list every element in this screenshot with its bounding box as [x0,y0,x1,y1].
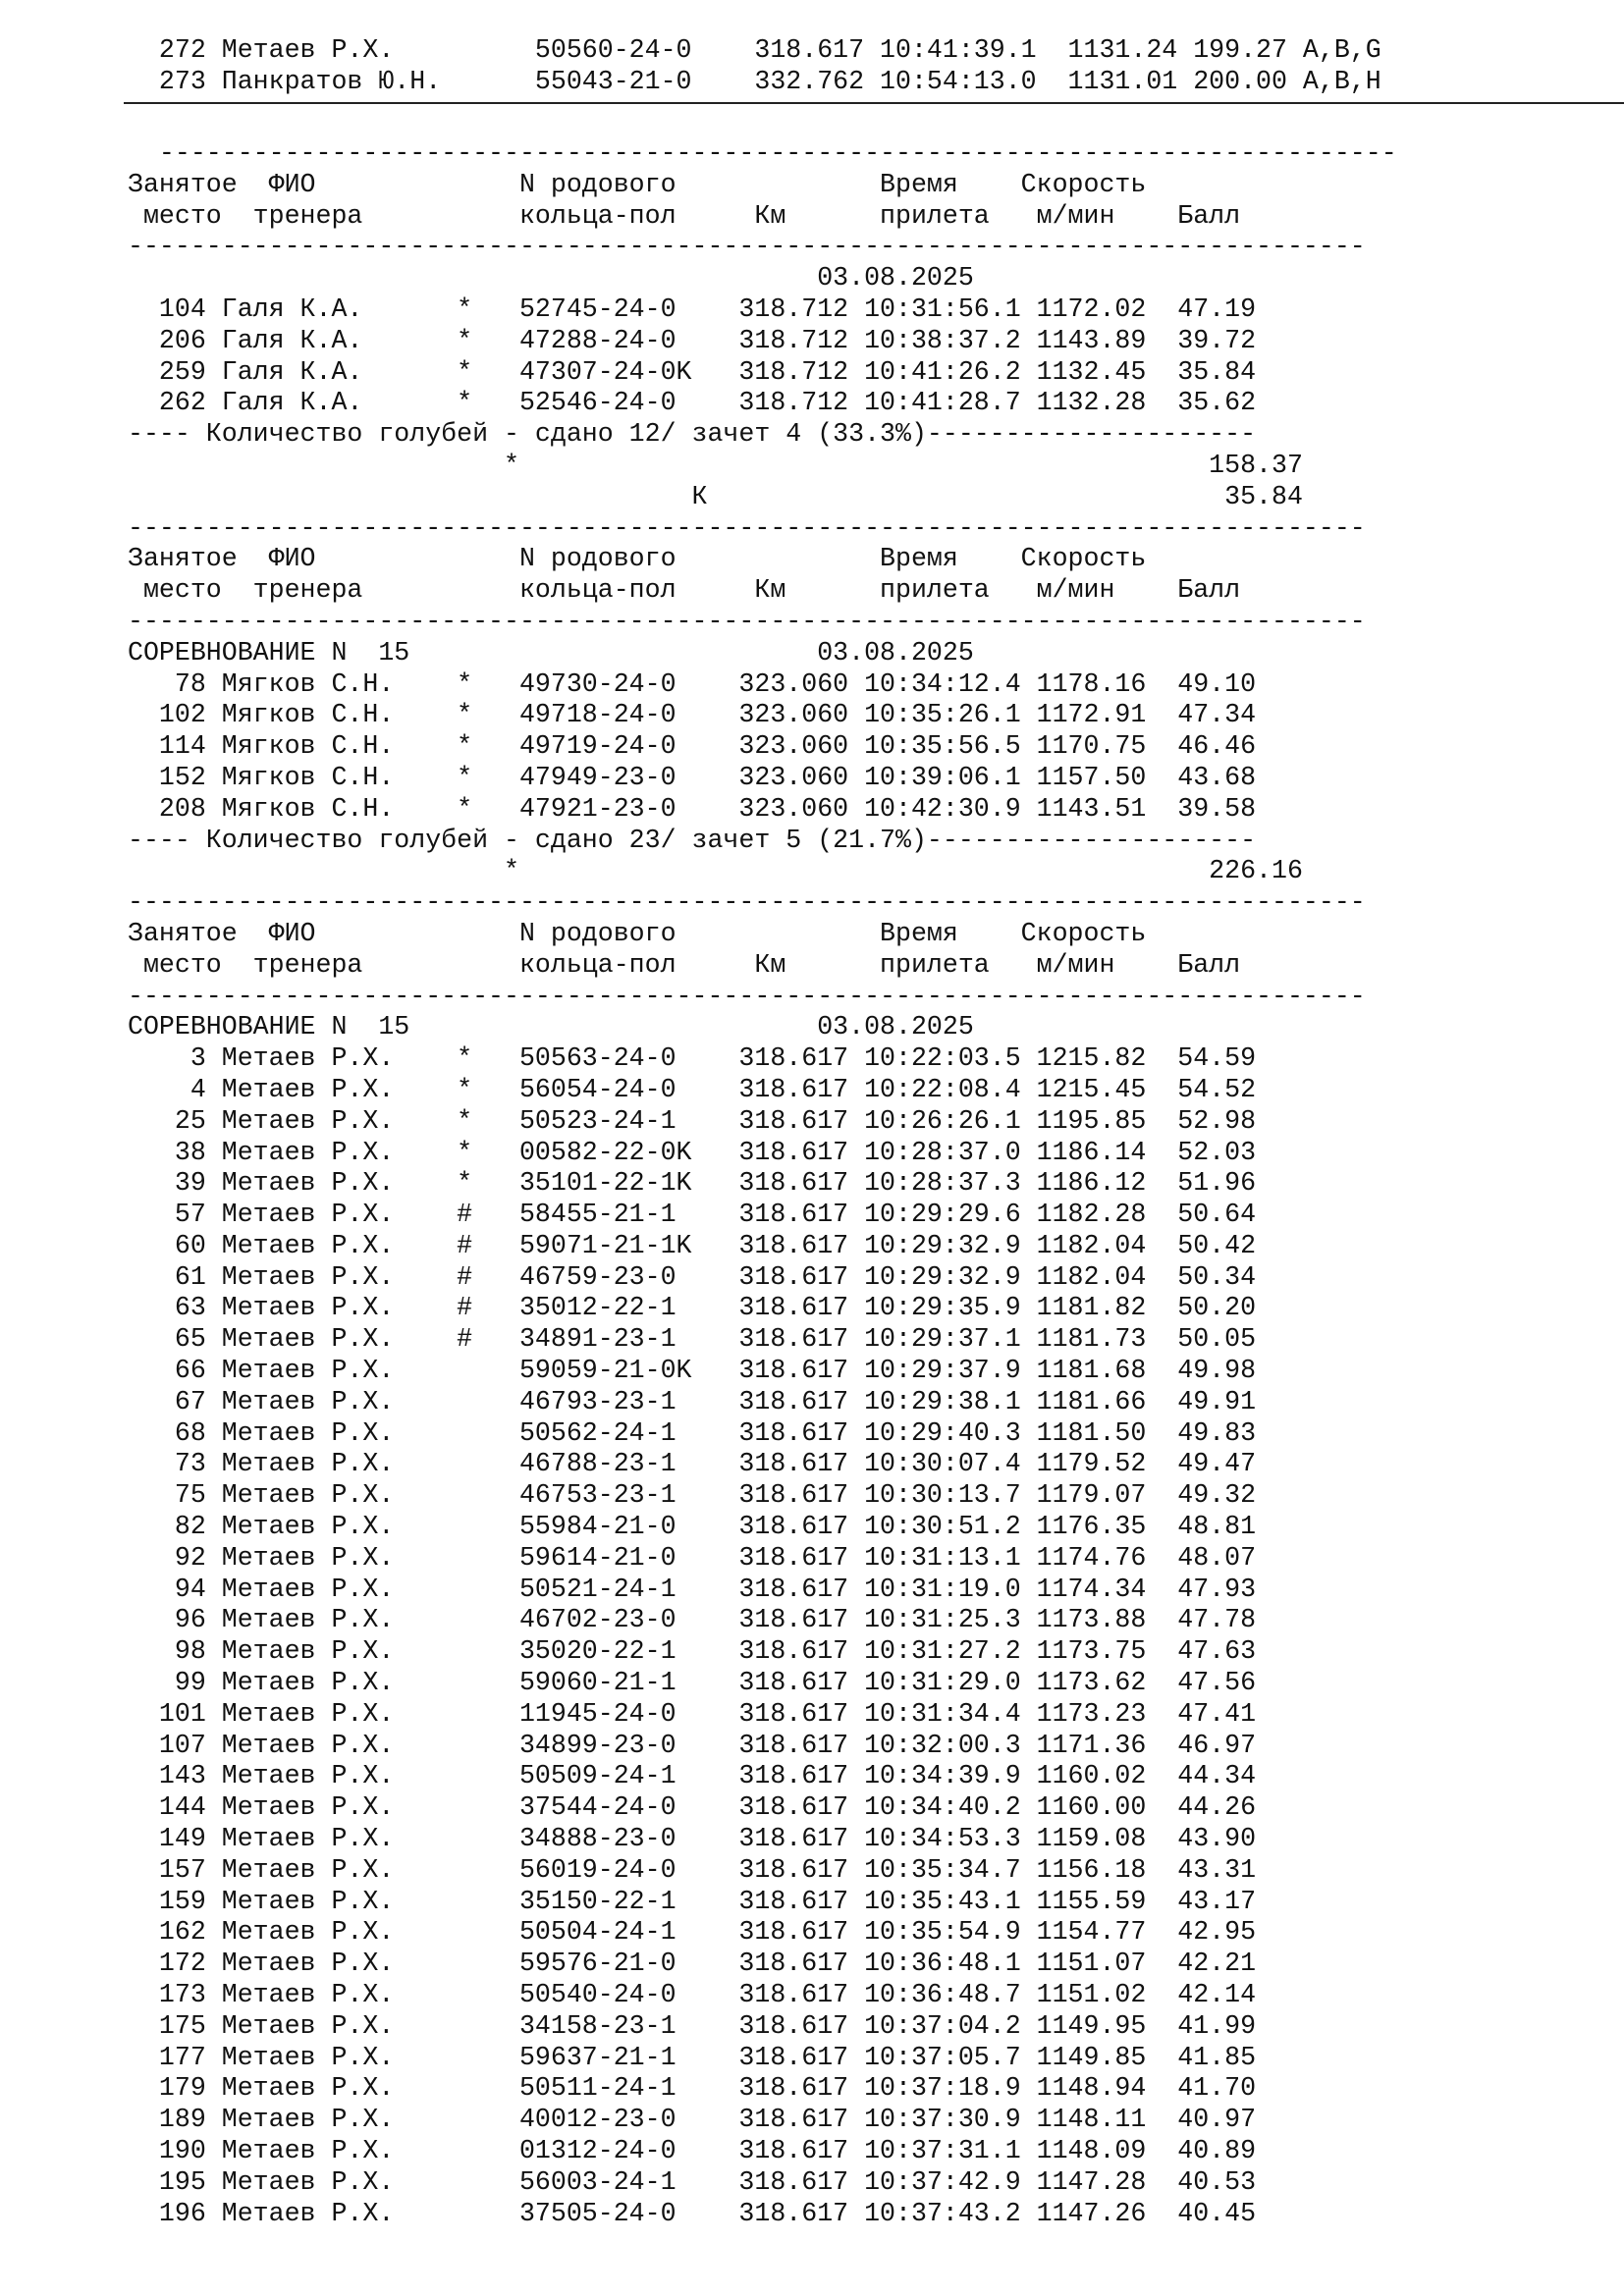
separator-line: ------------------------------------------------------------------------------- [128,981,1366,1011]
results-listing [128,138,1397,2229]
result-row: 152 Мягков С.Н. * 47949-23-0 323.060 10:39:06.1 1157.50 43.68 [128,762,1257,792]
result-row: 38 Метаев Р.Х. * 00582-22-0K 318.617 10:28:37.0 1186.14 52.03 [128,1137,1257,1167]
result-row: 190 Метаев Р.Х. 01312-24-0 318.617 10:37:31.1 1148.09 40.89 [128,2136,1257,2165]
result-row: 96 Метаев Р.Х. 46702-23-0 318.617 10:31:25.3 1173.88 47.78 [128,1605,1257,1635]
result-row: 68 Метаев Р.Х. 50562-24-1 318.617 10:29:40.3 1181.50 49.83 [128,1417,1257,1448]
result-row: 3 Метаев Р.Х. * 50563-24-0 318.617 10:22:03.5 1215.82 54.59 [128,1043,1257,1074]
result-row: 61 Метаев Р.Х. # 46759-23-0 318.617 10:29:32.9 1182.04 50.34 [128,1261,1257,1292]
column-header-row-1: Занятое ФИО N родового Время Скорость [128,544,1147,574]
previous-page-tail-rows [128,35,1381,98]
result-row: 259 Галя К.А. * 47307-24-0K 318.712 10:41:26.2 1132.45 35.84 [128,356,1257,387]
result-row: 101 Метаев Р.Х. 11945-24-0 318.617 10:31:34.4 1173.23 47.41 [128,1698,1257,1729]
result-row: 143 Метаев Р.Х. 50509-24-1 318.617 10:34:39.9 1160.02 44.34 [128,1761,1257,1791]
result-row: 92 Метаев Р.Х. 59614-21-0 318.617 10:31:13.1 1174.76 48.07 [128,1542,1257,1573]
result-row: 104 Галя К.А. * 52745-24-0 318.712 10:31:56.1 1172.02 47.19 [128,294,1257,324]
result-row: 94 Метаев Р.Х. 50521-24-1 318.617 10:31:19.0 1174.34 47.93 [128,1574,1257,1604]
result-row: 25 Метаев Р.Х. * 50523-24-1 318.617 10:26:26.1 1195.85 52.98 [128,1105,1257,1136]
result-row: 189 Метаев Р.Х. 40012-23-0 318.617 10:37:30.9 1148.11 40.97 [128,2105,1257,2135]
result-row: 4 Метаев Р.Х. * 56054-24-0 318.617 10:22:08.4 1215.45 54.52 [128,1074,1257,1104]
result-row: 65 Метаев Р.Х. # 34891-23-1 318.617 10:29:37.1 1181.73 50.05 [128,1324,1257,1355]
column-header-row-1: Занятое ФИО N родового Время Скорость [128,918,1147,948]
competition-heading: СОРЕВНОВАНИЕ N 15 03.08.2025 [128,1012,974,1042]
page-divider-line [124,102,1624,104]
result-row: 173 Метаев Р.Х. 50540-24-0 318.617 10:36:48.7 1151.02 42.14 [128,1980,1257,2010]
result-row: 102 Мягков С.Н. * 49718-24-0 323.060 10:35:26.1 1172.91 47.34 [128,700,1257,730]
separator-line: ------------------------------------------------------------------------------- [128,887,1366,918]
result-row: 82 Метаев Р.Х. 55984-21-0 318.617 10:30:51.2 1176.35 48.81 [128,1512,1257,1542]
result-row: 177 Метаев Р.Х. 59637-21-1 318.617 10:37:05.7 1149.85 41.85 [128,2042,1257,2072]
result-row: 196 Метаев Р.Х. 37505-24-0 318.617 10:37:43.2 1147.26 40.45 [128,2198,1257,2228]
result-row: 208 Мягков С.Н. * 47921-23-0 323.060 10:42:30.9 1143.51 39.58 [128,793,1257,824]
result-row: 73 Метаев Р.Х. 46788-23-1 318.617 10:30:07.4 1179.52 49.47 [128,1449,1257,1479]
result-row: 157 Метаев Р.Х. 56019-24-0 318.617 10:35:34.7 1156.18 43.31 [128,1854,1257,1885]
column-header-row-2: место тренера кольца-пол Км прилета м/мин Балл [128,949,1241,980]
result-row: 98 Метаев Р.Х. 35020-22-1 318.617 10:31:27.2 1173.75 47.63 [128,1636,1257,1667]
result-row: 273 Панкратов Ю.Н. 55043-21-0 332.762 10:54:13.0 1131.01 200.00 A,B,H [128,66,1381,96]
result-row: 162 Метаев Р.Х. 50504-24-1 318.617 10:35:54.9 1154.77 42.95 [128,1917,1257,1948]
separator-line: ------------------------------------------------------------------------------- [128,232,1366,262]
result-row: 114 Мягков С.Н. * 49719-24-0 323.060 10:35:56.5 1170.75 46.46 [128,731,1257,762]
points-total-row: * 158.37 [128,450,1303,480]
result-row: 144 Метаев Р.Х. 37544-24-0 318.617 10:34:40.2 1160.00 44.26 [128,1792,1257,1823]
column-header-row-2: место тренера кольца-пол Км прилета м/мин Балл [128,200,1241,231]
result-row: 172 Метаев Р.Х. 59576-21-0 318.617 10:36:48.1 1151.07 42.21 [128,1949,1257,1979]
pigeon-count-summary: ---- Количество голубей - сдано 12/ зачет 4 (33.3%)--------------------- [128,419,1257,450]
competition-heading: СОРЕВНОВАНИЕ N 15 03.08.2025 [128,637,974,667]
result-row: 206 Галя К.А. * 47288-24-0 318.712 10:38:37.2 1143.89 39.72 [128,325,1257,355]
result-row: 66 Метаев Р.Х. 59059-21-0K 318.617 10:29:37.9 1181.68 49.98 [128,1356,1257,1386]
separator-line: ------------------------------------------------------------------------------- [128,138,1397,168]
result-row: 107 Метаев Р.Х. 34899-23-0 318.617 10:32:00.3 1171.36 46.97 [128,1730,1257,1760]
result-row: 39 Метаев Р.Х. * 35101-22-1K 318.617 10:28:37.3 1186.12 51.96 [128,1168,1257,1199]
result-row: 99 Метаев Р.Х. 59060-21-1 318.617 10:31:29.0 1173.62 47.56 [128,1668,1257,1698]
result-row: 75 Метаев Р.Х. 46753-23-1 318.617 10:30:13.7 1179.07 49.32 [128,1480,1257,1511]
date-heading: 03.08.2025 [128,263,974,294]
result-row: 149 Метаев Р.Х. 34888-23-0 318.617 10:34:53.3 1159.08 43.90 [128,1824,1257,1854]
result-row: 63 Метаев Р.Х. # 35012-22-1 318.617 10:29:35.9 1181.82 50.20 [128,1293,1257,1323]
column-header-row-1: Занятое ФИО N родового Время Скорость [128,169,1147,199]
result-row: 272 Метаев Р.Х. 50560-24-0 318.617 10:41:39.1 1131.24 199.27 A,B,G [128,35,1381,65]
separator-line: ------------------------------------------------------------------------------- [128,512,1366,543]
points-total-row: * 226.16 [128,856,1303,886]
result-row: 78 Мягков С.Н. * 49730-24-0 323.060 10:34:12.4 1178.16 49.10 [128,668,1257,699]
result-row: 67 Метаев Р.Х. 46793-23-1 318.617 10:29:38.1 1181.66 49.91 [128,1386,1257,1416]
pigeon-count-summary: ---- Количество голубей - сдано 23/ зачет 5 (21.7%)--------------------- [128,825,1257,855]
separator-line: ------------------------------------------------------------------------------- [128,606,1366,636]
column-header-row-2: место тренера кольца-пол Км прилета м/мин Балл [128,575,1241,606]
result-row: 60 Метаев Р.Х. # 59071-21-1K 318.617 10:29:32.9 1182.04 50.42 [128,1230,1257,1260]
result-row: 175 Метаев Р.Х. 34158-23-1 318.617 10:37:04.2 1149.95 41.99 [128,2010,1257,2041]
result-row: 179 Метаев Р.Х. 50511-24-1 318.617 10:37:18.9 1148.94 41.70 [128,2073,1257,2104]
result-row: 195 Метаев Р.Х. 56003-24-1 318.617 10:37:42.9 1147.28 40.53 [128,2166,1257,2197]
result-row: 159 Метаев Р.Х. 35150-22-1 318.617 10:35:43.1 1155.59 43.17 [128,1886,1257,1916]
result-row: 262 Галя К.А. * 52546-24-0 318.712 10:41:28.7 1132.28 35.62 [128,388,1257,418]
result-row: 57 Метаев Р.Х. # 58455-21-1 318.617 10:29:29.6 1182.28 50.64 [128,1200,1257,1230]
points-total-row: К 35.84 [128,481,1303,511]
